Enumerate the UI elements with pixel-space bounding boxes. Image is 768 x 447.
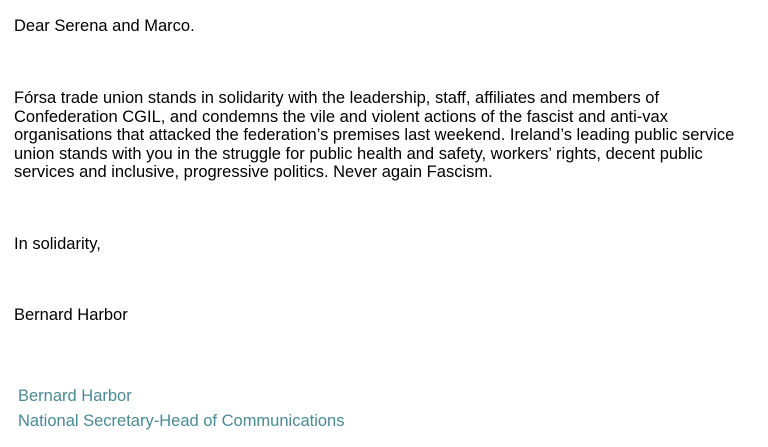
closing: In solidarity, [14,235,101,253]
signature-name: Bernard Harbor [18,387,132,405]
letter-body: Fórsa trade union stands in solidarity with the leadership, staff, affiliates and members of Confederation CGIL, and condemns the vile and violent actions of the fascist and anti-vax organisations that attacked the federation’s premises last weekend. Ireland’s leading public service union stands with you in the struggle for public health and safety, workers’ rights, decent public services and inclusive, progressive politics. Never again Fascism. [14,89,735,181]
signed-name: Bernard Harbor [14,306,128,324]
email-signature [18,384,344,434]
signature-title: National Secretary-Head of Communications [18,412,345,430]
greeting: Dear Serena and Marco. [14,17,195,35]
